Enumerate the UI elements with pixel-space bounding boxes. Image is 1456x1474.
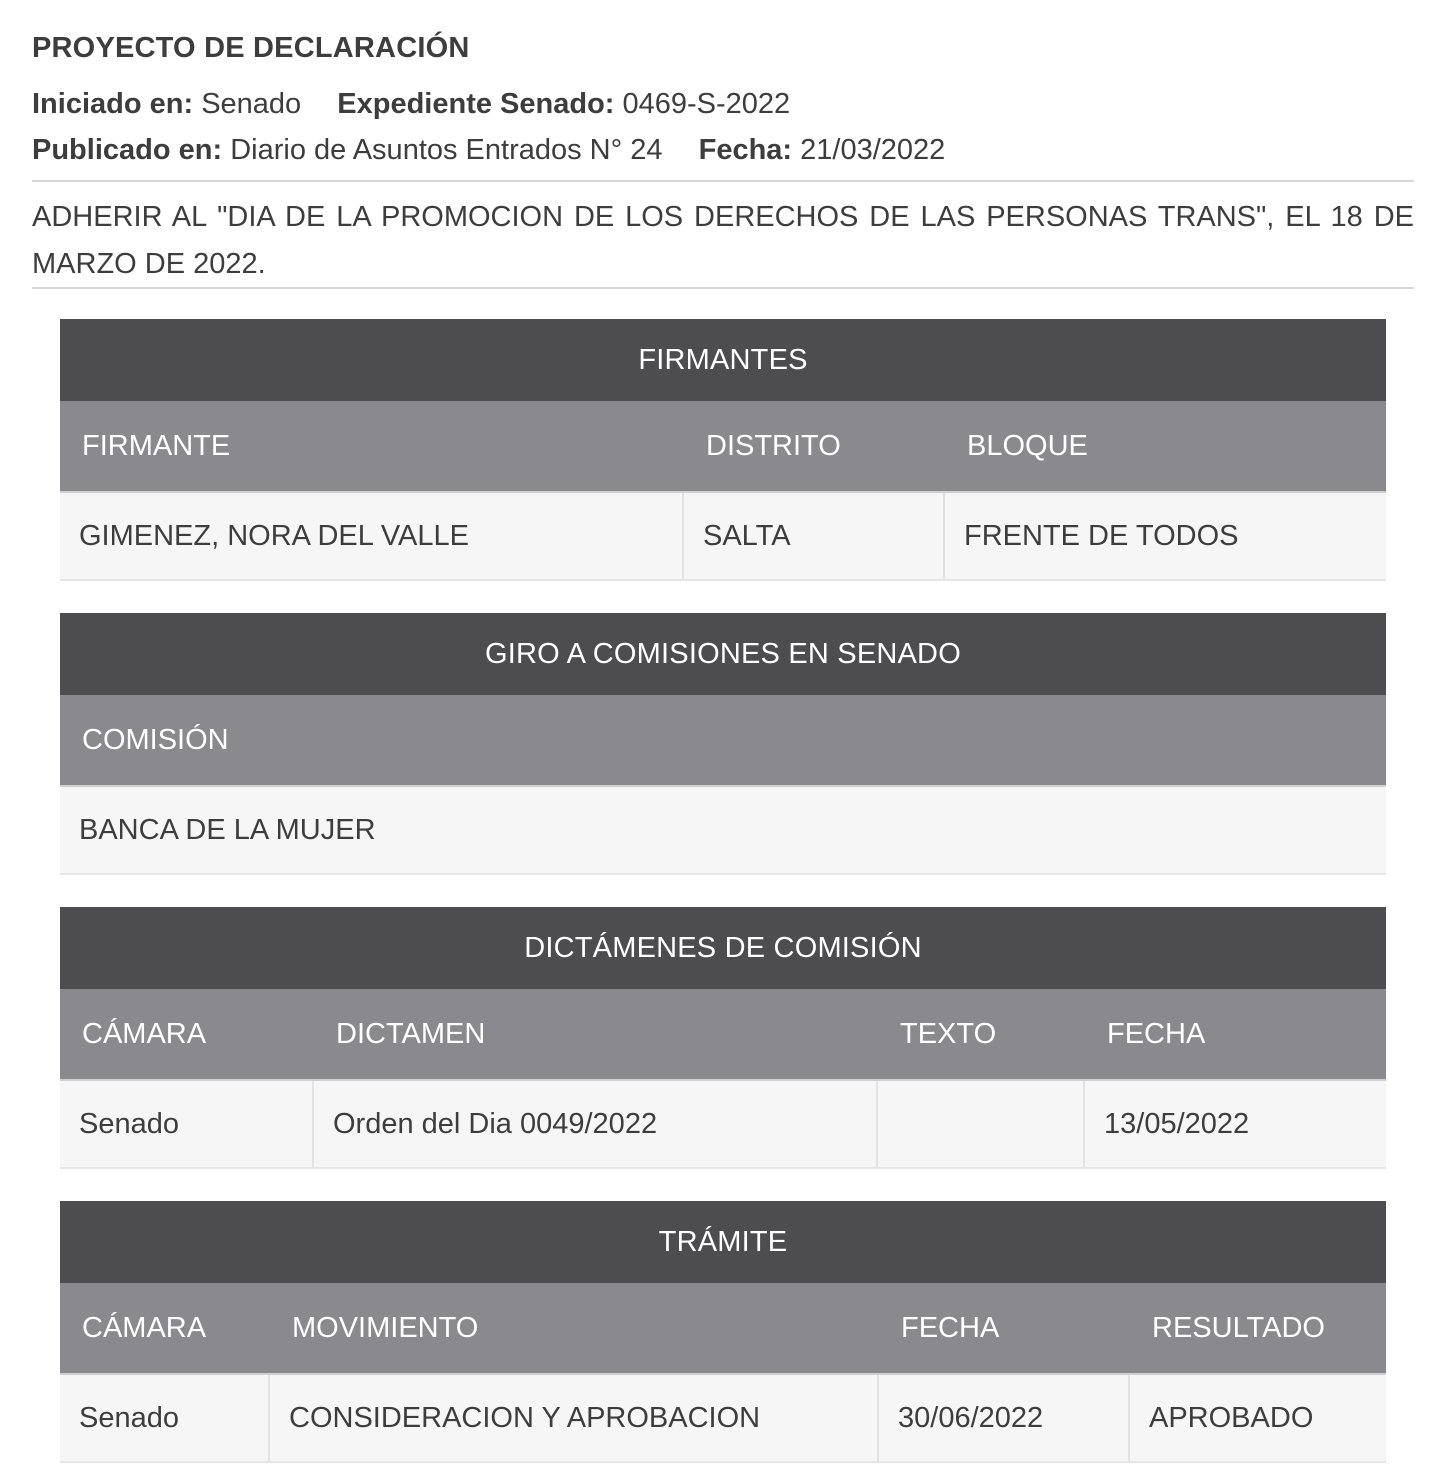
- cell-comision: BANCA DE LA MUJER: [79, 813, 376, 846]
- divider-bottom: [32, 287, 1414, 289]
- column-header-fecha: FECHA: [1107, 1017, 1206, 1050]
- column-header-bloque: BLOQUE: [967, 429, 1088, 462]
- cell-texto: [878, 1081, 1085, 1167]
- expediente-value: 0469-S-2022: [622, 88, 791, 120]
- cell-fecha: 13/05/2022: [1104, 1107, 1250, 1140]
- expediente-label: Expediente Senado:: [337, 88, 615, 120]
- column-header-fecha: FECHA: [901, 1311, 1000, 1344]
- fecha-value: 21/03/2022: [800, 134, 946, 166]
- tramite-title: TRÁMITE: [60, 1201, 1386, 1283]
- cell-firmante: GIMENEZ, NORA DEL VALLE: [60, 493, 684, 579]
- column-header-dictamen: DICTAMEN: [336, 1017, 486, 1050]
- column-header-camara: CÁMARA: [82, 1017, 207, 1050]
- dictamenes-table: [60, 907, 1386, 1169]
- column-header-firmante: FIRMANTE: [82, 429, 231, 462]
- giro-comisiones-table: [60, 613, 1386, 875]
- fecha-label: Fecha:: [698, 134, 793, 166]
- tramite-header-row: [60, 1283, 1386, 1375]
- column-header-resultado: RESULTADO: [1152, 1311, 1325, 1344]
- publication-line: [32, 134, 945, 167]
- iniciado-value: Senado: [201, 88, 302, 120]
- table-row: [60, 1081, 1386, 1169]
- firmantes-table: [60, 319, 1386, 581]
- publicado-label: Publicado en:: [32, 134, 223, 166]
- giro-header-row: [60, 695, 1386, 787]
- cell-resultado: APROBADO: [1149, 1401, 1314, 1434]
- cell-camara: Senado: [60, 1081, 314, 1167]
- tramite-table: [60, 1201, 1386, 1463]
- column-header-movimiento: MOVIMIENTO: [292, 1311, 479, 1344]
- column-header-comision: COMISIÓN: [82, 723, 229, 756]
- firmantes-title: FIRMANTES: [60, 319, 1386, 401]
- dictamenes-title: DICTÁMENES DE COMISIÓN: [60, 907, 1386, 989]
- column-header-texto: TEXTO: [900, 1017, 997, 1050]
- iniciado-label: Iniciado en:: [32, 88, 194, 120]
- dictamenes-header-row: [60, 989, 1386, 1081]
- origin-line: [32, 88, 790, 121]
- table-row: [60, 493, 1386, 581]
- document-type-title: PROYECTO DE DECLARACIÓN: [32, 32, 470, 64]
- cell-camara: Senado: [60, 1375, 270, 1461]
- cell-dictamen-link[interactable]: Orden del Dia 0049/2022: [314, 1081, 878, 1167]
- cell-distrito: SALTA: [684, 493, 945, 579]
- cell-movimiento: CONSIDERACION Y APROBACION: [270, 1375, 879, 1461]
- publicado-value: Diario de Asuntos Entrados N° 24: [230, 134, 663, 166]
- firmantes-header-row: [60, 401, 1386, 493]
- cell-bloque: FRENTE DE TODOS: [964, 519, 1239, 552]
- cell-fecha: 30/06/2022: [879, 1375, 1130, 1461]
- project-summary: ADHERIR AL "DIA DE LA PROMOCION DE LOS DERECHOS DE LAS PERSONAS TRANS", EL 18 DE MARZO DE 2022.: [32, 201, 1414, 280]
- divider-top: [32, 180, 1414, 182]
- table-row: [60, 787, 1386, 875]
- column-header-distrito: DISTRITO: [706, 429, 841, 462]
- column-header-camara: CÁMARA: [82, 1311, 207, 1344]
- table-row: [60, 1375, 1386, 1463]
- giro-comisiones-title: GIRO A COMISIONES EN SENADO: [60, 613, 1386, 695]
